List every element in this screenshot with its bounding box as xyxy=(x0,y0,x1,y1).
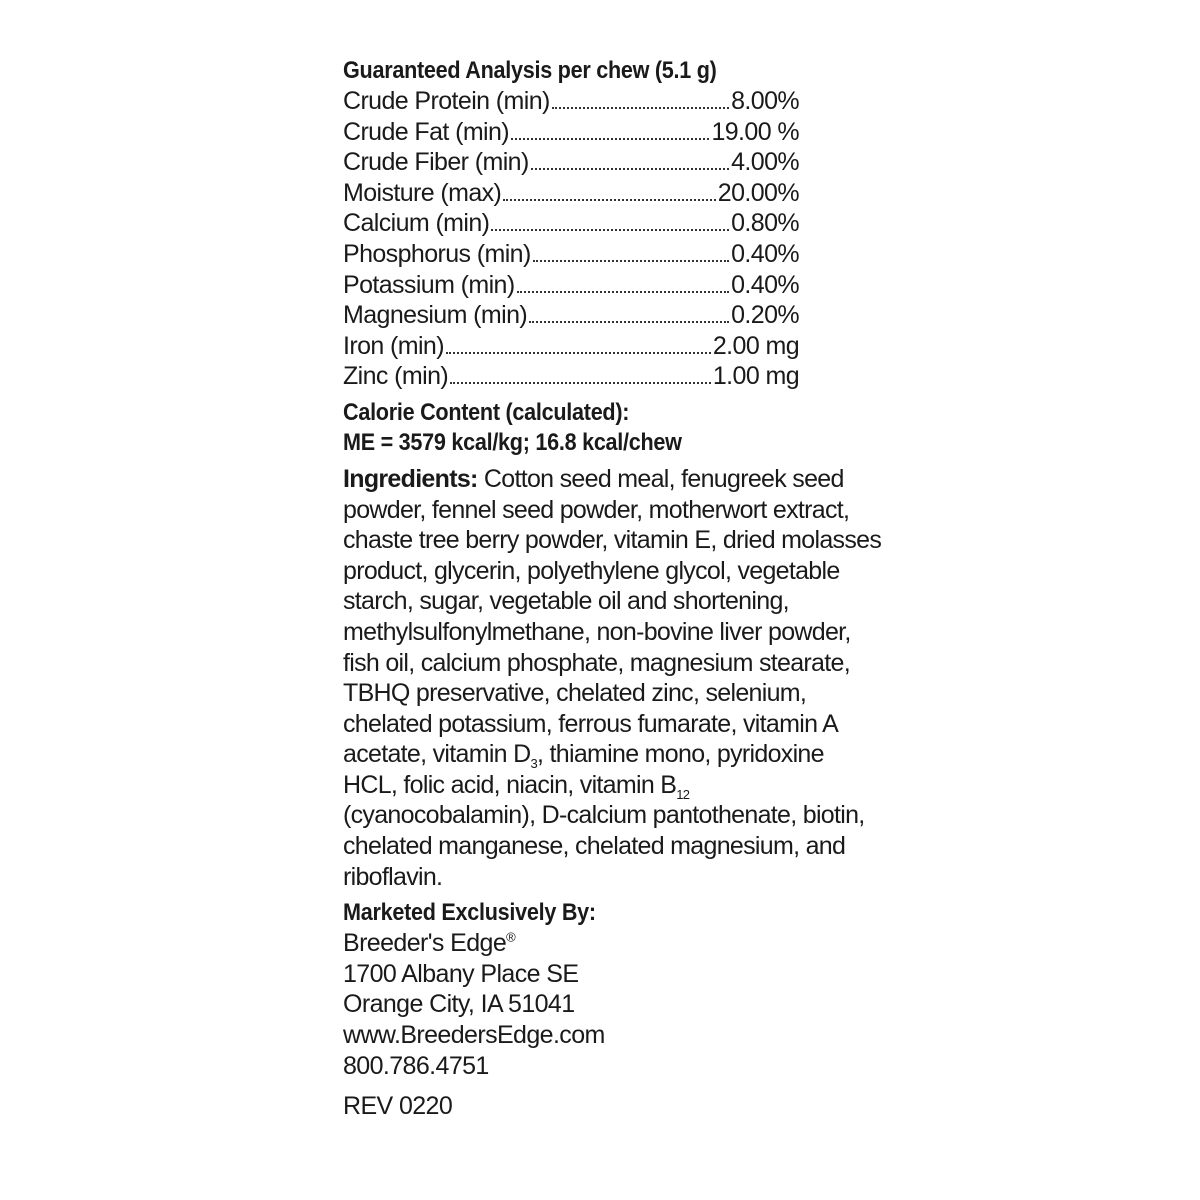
nutrient-value: 20.00% xyxy=(717,178,799,207)
dot-leader xyxy=(529,321,729,323)
nutrient-name: Phosphorus (min) xyxy=(343,239,531,268)
analysis-row xyxy=(343,117,799,148)
nutrient-name: Magnesium (min) xyxy=(343,301,528,330)
ingredients-text-part-1: Cotton seed meal, fenugreek seed powder, fennel seed powder, motherwort extract, chaste tree berry powder, vitamin E, dried molasses product, glycerin, polyethylene glycol, vegetable starch, sugar, vegetable oil and shortening, methylsulfonylmethane, non-bovine liver powder, fish oil, calcium phosphate, magnesium stearate, TBHQ preservative, chelated zinc, selenium, chelated potassium, ferrous fumarate, vitamin A acetate, vitamin D xyxy=(343,464,882,769)
marketer-street: 1700 Albany Place SE xyxy=(343,959,579,988)
nutrient-name: Moisture (max) xyxy=(343,178,502,207)
dot-leader xyxy=(531,168,729,170)
dot-leader xyxy=(517,291,730,293)
nutrient-value: 0.40% xyxy=(731,270,799,299)
analysis-row xyxy=(343,208,799,239)
nutrient-name: Crude Fat (min) xyxy=(343,117,510,146)
dot-leader xyxy=(450,382,711,384)
nutrient-name: Zinc (min) xyxy=(343,362,449,391)
vitamin-b-subscript: 12 xyxy=(676,786,690,802)
nutrient-name: Iron (min) xyxy=(343,331,444,360)
dot-leader xyxy=(503,199,716,201)
nutrient-value: 0.20% xyxy=(731,301,799,330)
calorie-content xyxy=(343,398,873,458)
ingredients-text-part-2: , thiamine mono, pyridoxine HCL, folic acid, niacin, vitamin B xyxy=(343,740,824,799)
nutrient-value: 19.00 % xyxy=(711,117,799,146)
marketer-city: Orange City, IA 51041 xyxy=(343,990,575,1019)
dot-leader xyxy=(491,229,729,231)
ingredients-paragraph xyxy=(343,464,883,892)
nutrient-name: Calcium (min) xyxy=(343,209,490,238)
nutrient-name: Crude Fiber (min) xyxy=(343,148,529,177)
calorie-content-title: Calorie Content (calculated): xyxy=(343,398,630,426)
dot-leader xyxy=(446,352,711,354)
company-name: Breeder's Edge xyxy=(343,929,507,958)
calorie-content-value: ME = 3579 kcal/kg; 16.8 kcal/chew xyxy=(343,428,682,456)
nutrient-value: 0.80% xyxy=(731,209,799,238)
nutrient-value: 8.00% xyxy=(731,87,799,115)
analysis-row xyxy=(343,147,799,178)
nutrient-name: Crude Protein (min) xyxy=(343,87,550,115)
vitamin-d-subscript: 3 xyxy=(530,756,538,772)
nutrient-value: 2.00 mg xyxy=(712,331,799,360)
ingredients-text-part-3: (cyanocobalamin), D-calcium pantothenate, biotin, chelated manganese, chelated magnesium, and riboflavin. xyxy=(343,801,865,891)
marketer-title: Marketed Exclusively By: xyxy=(343,899,596,927)
analysis-row xyxy=(343,361,799,392)
nutrient-value: 1.00 mg xyxy=(712,362,799,391)
analysis-row xyxy=(343,178,799,209)
dot-leader xyxy=(533,260,729,262)
analysis-row xyxy=(343,300,799,331)
marketer-phone: 800.786.4751 xyxy=(343,1051,489,1080)
nutrient-value: 4.00% xyxy=(731,148,799,177)
nutrient-value: 0.40% xyxy=(731,239,799,268)
dot-leader xyxy=(511,138,709,140)
marketer-company xyxy=(343,928,873,959)
analysis-row xyxy=(343,239,799,270)
marketer-block xyxy=(343,898,873,1081)
analysis-row xyxy=(343,270,799,301)
guaranteed-analysis-title: Guaranteed Analysis per chew (5.1 g) xyxy=(343,57,717,84)
registered-mark: ® xyxy=(506,929,516,945)
supplement-label xyxy=(343,56,882,1121)
ingredients-label: Ingredients: xyxy=(343,464,478,493)
dot-leader xyxy=(552,107,729,109)
marketer-website: www.BreedersEdge.com xyxy=(343,1021,605,1050)
analysis-row xyxy=(343,331,799,362)
revision-code: REV 0220 xyxy=(343,1092,453,1121)
guaranteed-analysis-table xyxy=(343,86,799,392)
nutrient-name: Potassium (min) xyxy=(343,270,515,299)
analysis-row xyxy=(343,86,799,117)
